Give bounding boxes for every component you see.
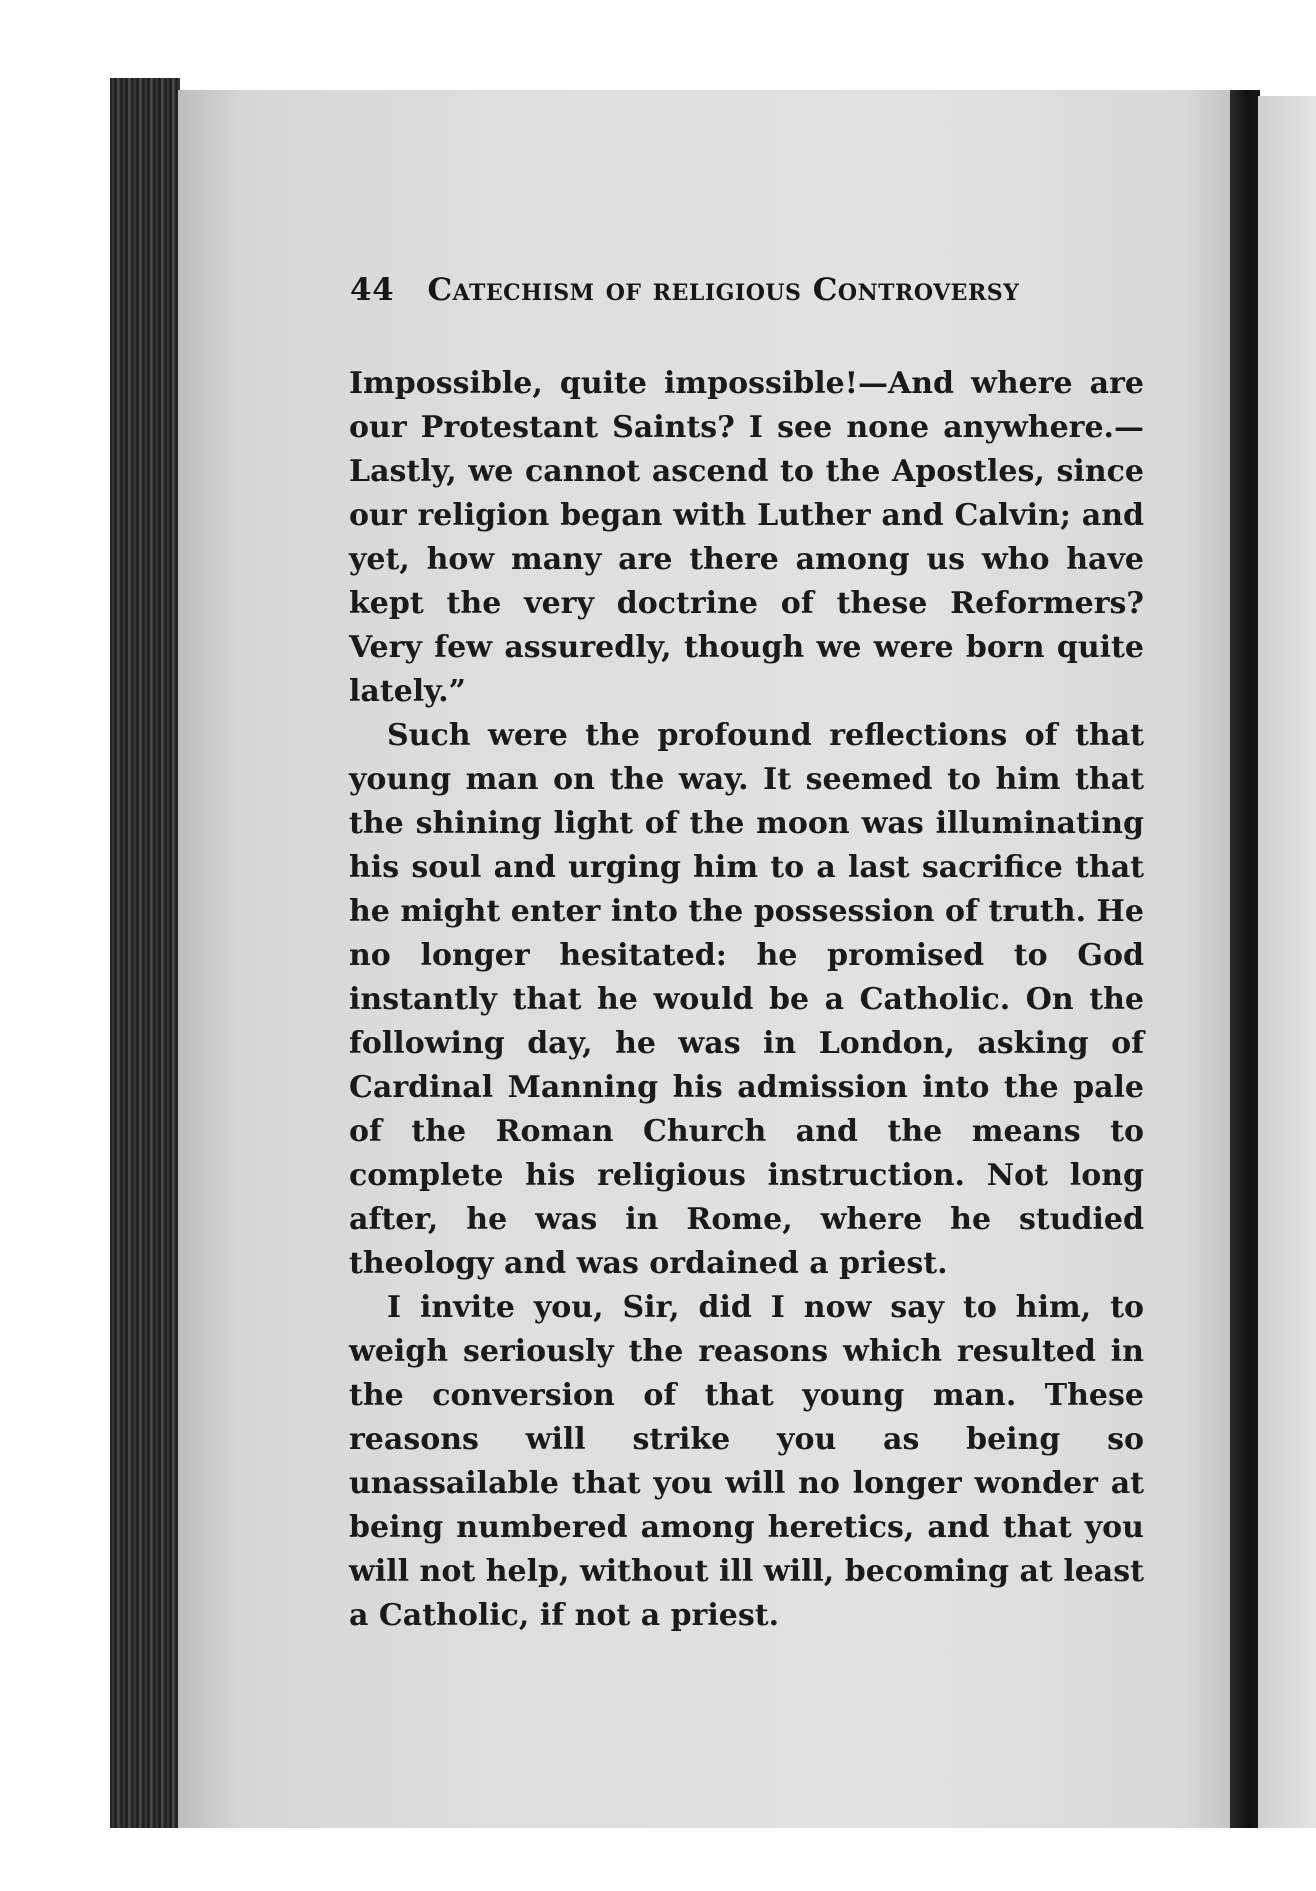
paragraph: I invite you, Sir, did I now say to him, to weigh seriously the reasons which resulted in the conversion of that young man. These reasons will strike you as being so unassailable that you will no longer wonder at being numbered among heretics, and that you will not help, without ill will, becoming at least a Catholic, if not a priest. [349,1290,1144,1633]
page-gutter-shadow [1230,90,1260,1828]
paragraph-continued: Impossible, quite impossible!—And where are our Protestant Saints? I see none anywhere.— Lastly, we cannot ascend to the Apostles, since our religion began with Luther and Calvin; and yet, how many are there among us who have kept the very doctrine of these Reformers? Very few assuredly, though we were born quite lately.” [349,366,1144,709]
adjacent-page-edge [1258,96,1316,1828]
body-text [349,362,1144,1638]
running-title: Catechism of religious Controversy [427,272,1020,308]
page-number: 44 [350,272,395,308]
paragraph: Such were the profound reflections of that young man on the way. It seemed to him that the shining light of the moon was illuminating his soul and urging him to a last sacrifice that he might enter into the possession of truth. He no longer hesitated: he promised to God instantly that he would be a Catholic. On the following day, he was in London, asking of Cardinal Manning his admission into the pale of the Roman Church and the means to complete his religious instruction. Not long after, he was in Rome, where he studied theology and was ordained a priest. [349,718,1144,1281]
running-head [350,272,1070,308]
book-spine-edge [110,78,180,1828]
